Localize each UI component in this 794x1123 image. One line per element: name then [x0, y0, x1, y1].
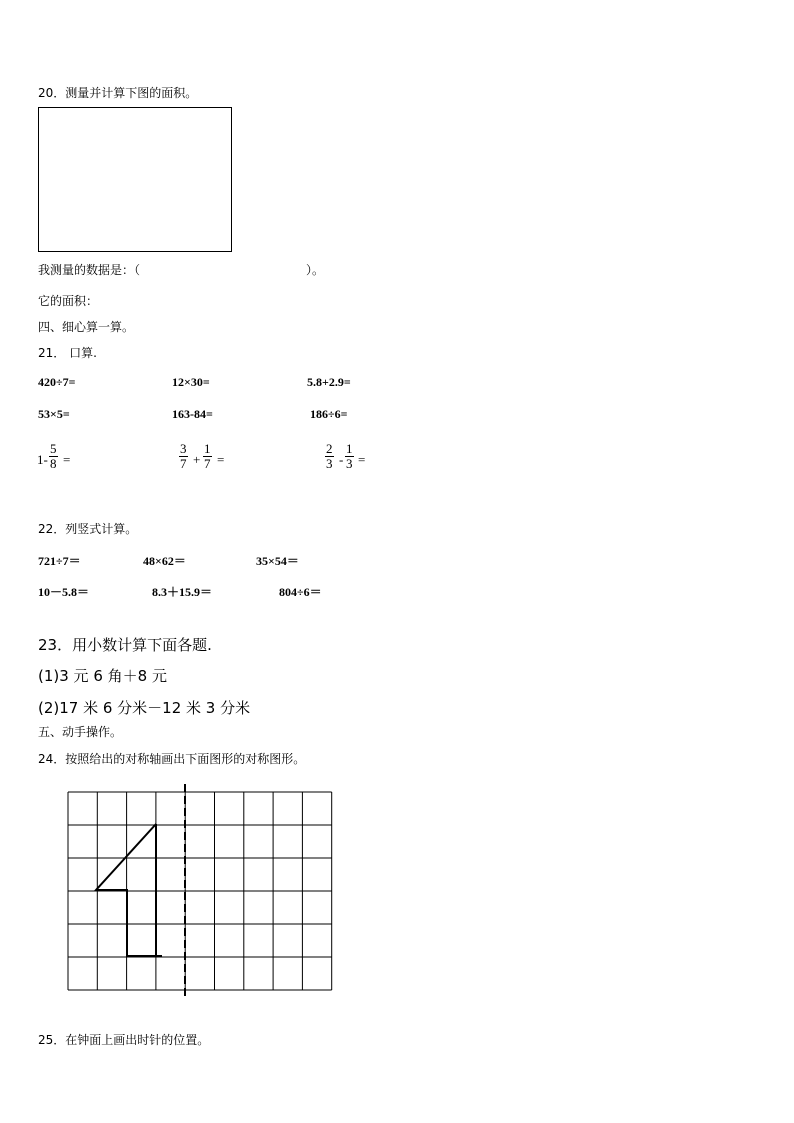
q22-r1-c1: 721÷7＝ — [38, 554, 81, 568]
frac1-denominator: 8 — [50, 456, 57, 471]
frac1-numerator: 5 — [50, 441, 57, 456]
q21-title: 21． 口算. — [38, 346, 97, 360]
q23-title: 23．用小数计算下面各题. — [38, 636, 212, 654]
frac3-numerator-b: 1 — [346, 441, 353, 456]
section4-title: 四、细心算一算。 — [38, 320, 135, 334]
q20-measure-label: 我测量的数据是：（ — [38, 263, 141, 277]
frac1-equals: = — [63, 452, 71, 467]
q20-area-label: 它的面积： — [38, 294, 99, 308]
frac2-fraction-a — [179, 442, 188, 471]
frac1-prefix: 1- — [37, 452, 48, 467]
measure-rectangle — [38, 107, 232, 252]
frac2-denominator-b: 7 — [204, 456, 211, 471]
frac2-operator: + — [193, 452, 201, 467]
q20-measure-close: ）。 — [306, 263, 325, 277]
q22-r1-c3: 35×54＝ — [256, 554, 299, 568]
frac2-fraction-b — [203, 442, 212, 471]
frac3-fraction-a — [325, 442, 334, 471]
frac3-fraction-b — [345, 442, 354, 471]
frac3-equals: = — [358, 452, 366, 467]
q20-title: 20．测量并计算下图的面积。 — [38, 86, 198, 100]
q21-r1-c1: 420÷7= — [38, 375, 76, 389]
section5-title: 五、动手操作。 — [38, 725, 123, 739]
frac2-numerator-a: 3 — [180, 441, 187, 456]
q22-title: 22．列竖式计算。 — [38, 522, 138, 536]
frac2-equals: = — [217, 452, 225, 467]
q22-r1-c2: 48×62＝ — [143, 554, 186, 568]
frac3-denominator-a: 3 — [326, 456, 333, 471]
q22-r2-c1: 10－5.8＝ — [38, 585, 90, 599]
frac3-denominator-b: 3 — [346, 456, 353, 471]
q21-r1-c3: 5.8+2.9= — [307, 375, 351, 389]
given-shape — [96, 824, 162, 956]
frac3-operator: - — [339, 452, 344, 467]
q23-item-1: (1)3 元 6 角＋8 元 — [38, 667, 167, 685]
symmetry-grid — [60, 784, 340, 1004]
frac2-denominator-a: 7 — [180, 456, 187, 471]
frac2-numerator-b: 1 — [204, 441, 211, 456]
q25-title: 25．在钟面上画出时针的位置。 — [38, 1033, 210, 1047]
frac1-fraction — [49, 442, 58, 471]
q22-r2-c3: 804÷6＝ — [279, 585, 322, 599]
q22-r2-c2: 8.3＋15.9＝ — [152, 585, 213, 599]
frac3-numerator-a: 2 — [326, 441, 333, 456]
q21-r2-c3: 186÷6= — [310, 407, 348, 421]
q21-r2-c1: 53×5= — [38, 407, 70, 421]
q21-r2-c2: 163-84= — [172, 407, 213, 421]
q24-title: 24．按照给出的对称轴画出下面图形的对称图形。 — [38, 752, 306, 766]
q23-item-2: (2)17 米 6 分米－12 米 3 分米 — [38, 699, 251, 717]
q21-r1-c2: 12×30= — [172, 375, 210, 389]
